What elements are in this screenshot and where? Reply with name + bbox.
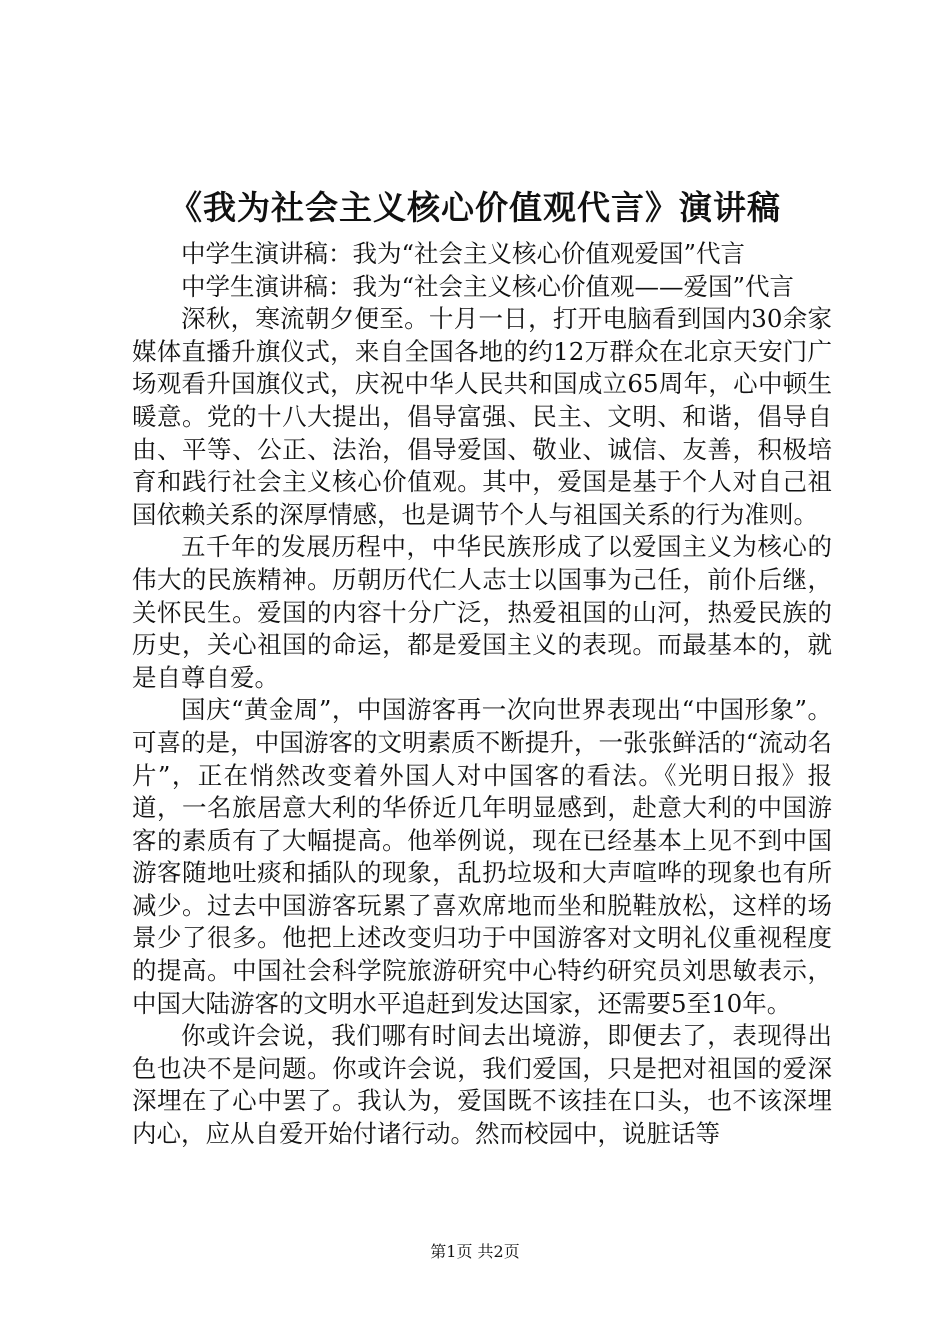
- document-body: [132, 238, 832, 1151]
- body-paragraph: 深秋，寒流朝夕便至。十月一日，打开电脑看到国内30余家媒体直播升旗仪式，来自全国各地的约12万群众在北京天安门广场观看升国旗仪式，庆祝中华人民共和国成立65周年，心中顿生暖意。党的十八大提出，倡导富强、民主、文明、和谐，倡导自由、平等、公正、法治，倡导爱国、敬业、诚信、友善，积极培育和践行社会主义核心价值观。其中，爱国是基于个人对自己祖国依赖关系的深厚情感，也是调节个人与祖国关系的行为准则。: [132, 304, 832, 529]
- document-title: 《我为社会主义核心价值观代言》演讲稿: [169, 188, 781, 227]
- body-paragraph: 五千年的发展历程中，中华民族形成了以爱国主义为核心的伟大的民族精神。历朝历代仁人志士以国事为己任，前仆后继，关怀民生。爱国的内容十分广泛，热爱祖国的山河，热爱民族的历史，关心祖国的命运，都是爱国主义的表现。而最基本的，就是自尊自爱。: [132, 532, 832, 692]
- body-paragraph: 你或许会说，我们哪有时间去出境游，即便去了，表现得出色也决不是问题。你或许会说，我们爱国，只是把对祖国的爱深深埋在了心中罢了。我认为，爱国既不该挂在口头，也不该深埋内心，应从自爱开始付诸行动。然而校园中，说脏话等: [132, 1021, 832, 1149]
- page-footer: 第1页 共2页: [430, 1242, 520, 1261]
- body-paragraph: 国庆“黄金周”，中国游客再一次向世界表现出“中国形象”。可喜的是，中国游客的文明素质不断提升，一张张鲜活的“流动名片”，正在悄然改变着外国人对中国客的看法。《光明日报》报道，一名旅居意大利的华侨近几年明显感到，赴意大利的中国游客的素质有了大幅提高。他举例说，现在已经基本上见不到中国游客随地吐痰和插队的现象，乱扔垃圾和大声喧哗的现象也有所减少。过去中国游客玩累了喜欢席地而坐和脱鞋放松，这样的场景少了很多。他把上述改变归功于中国游客对文明礼仪重视程度的提高。中国社会科学院旅游研究中心特约研究员刘思敏表示，中国大陆游客的文明水平追赶到发达国家，还需要5至10年。: [132, 695, 832, 1018]
- subtitle-line: 中学生演讲稿：我为“社会主义核心价值观——爱国”代言: [181, 271, 795, 301]
- subtitle-line: 中学生演讲稿：我为“社会主义核心价值观爱国”代言: [181, 239, 746, 268]
